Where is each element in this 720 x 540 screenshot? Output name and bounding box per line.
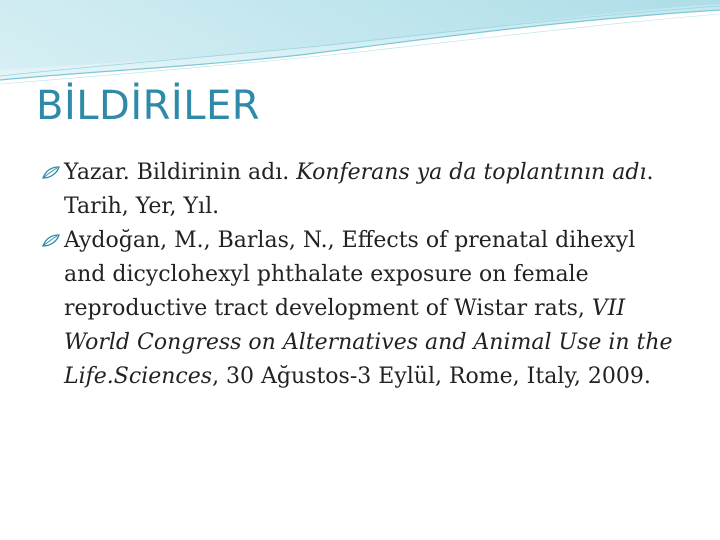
wave-banner-decoration <box>0 0 720 90</box>
slide-title: BİLDİRİLER <box>36 83 261 129</box>
bullet-item <box>40 156 680 224</box>
bullet-list <box>40 156 680 394</box>
leaf-bullet-icon <box>42 234 60 248</box>
text-run: Aydoğan, M., Barlas, N., Effects of prenatal dihexyl and dicyclohexyl phthalate exposure on female reproductive tract development of Wistar rats, <box>64 228 636 321</box>
italic-text: VII World Congress on Alternatives and Animal Use in the Life.Sciences <box>64 296 673 389</box>
text-run: , 30 Ağustos-3 Eylül, Rome, Italy, 2009. <box>212 364 651 389</box>
italic-text: Konferans ya da toplantının adı <box>296 160 647 185</box>
leaf-bullet-icon <box>42 166 60 180</box>
text-run: . Tarih, Yer, Yıl. <box>64 160 654 219</box>
text-run: Yazar. Bildirinin adı. <box>64 160 297 185</box>
bullet-item <box>40 224 680 394</box>
